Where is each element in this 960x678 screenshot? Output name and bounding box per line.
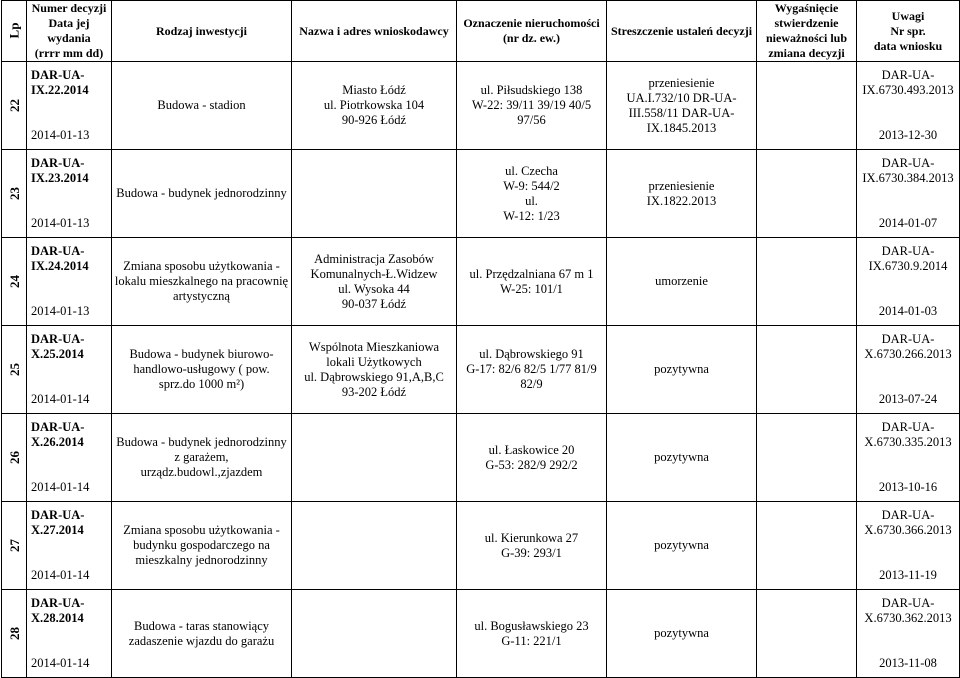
remarks: [857, 326, 960, 414]
investment-type: Budowa - budynek jednorodzinny: [112, 150, 292, 238]
row-number: 27: [6, 538, 22, 552]
row-lp: [2, 238, 27, 326]
property-designation: [457, 590, 607, 678]
decisions-table: [1, 0, 960, 678]
decision-number-top: [31, 68, 109, 98]
decision-number: [27, 62, 112, 150]
property-designation: [457, 326, 607, 414]
case-prefix: DAR-UA-: [881, 244, 935, 258]
property-designation: [457, 238, 607, 326]
property-line: ul. Łaskowice 20: [488, 442, 575, 457]
decision-prefix: DAR-UA-: [31, 508, 85, 522]
case-prefix: DAR-UA-: [881, 420, 935, 434]
decision-id: IX.22.2014: [31, 83, 89, 97]
expiry-cell: [757, 326, 857, 414]
case-prefix: DAR-UA-: [881, 596, 935, 610]
decision-summary: [607, 326, 757, 414]
remarks-block: [861, 156, 955, 231]
summary-line: III.558/11 DAR-UA-: [628, 105, 735, 120]
application-date: 2014-01-07: [878, 216, 938, 230]
summary-line: UA.I.732/10 DR-UA-: [626, 90, 737, 105]
header-oznaczenie: Oznaczenie nieruchomości (nr dz. ew.): [457, 1, 607, 62]
header-rodzaj-inwestycji: Rodzaj inwestycji: [112, 1, 292, 62]
property-line: ul. Bogusławskiego 23: [474, 618, 589, 633]
property-designation: [457, 150, 607, 238]
applicant-line: ul. Piotrkowska 104: [323, 98, 425, 112]
property-designation: [457, 502, 607, 590]
decision-number-block: [31, 420, 109, 495]
table-row: [2, 502, 960, 590]
table-row: [2, 414, 960, 502]
applicant-name-address: [292, 62, 457, 150]
decision-date: 2014-01-14: [31, 392, 90, 406]
remarks: [857, 150, 960, 238]
applicant-name-address: [292, 414, 457, 502]
property-line: G-11: 221/1: [501, 633, 562, 648]
property-line: W-22: 39/11 39/19 40/5 97/56: [471, 98, 592, 127]
investment-type: Zmiana sposobu użytkowania - lokalu mieszkalnego na pracownię artystyczną: [112, 238, 292, 326]
application-date: 2014-01-03: [878, 304, 938, 318]
case-number: [864, 420, 951, 450]
decision-id: X.26.2014: [31, 435, 84, 449]
row-number: 24: [6, 274, 22, 288]
expiry-cell: [757, 590, 857, 678]
decision-number-top: [31, 420, 109, 450]
remarks: [857, 590, 960, 678]
applicant-line: Komunalnych-Ł.Widzew: [310, 266, 438, 281]
row-number: 26: [6, 450, 22, 464]
table-row: [2, 238, 960, 326]
property-line: ul. Przędzalniana 67 m 1: [469, 266, 594, 281]
header-uwagi: Uwagi Nr spr. data wniosku: [857, 1, 960, 62]
decision-number-block: [31, 332, 109, 407]
remarks-block: [861, 332, 955, 407]
expiry-cell: [757, 62, 857, 150]
decision-number-top: [31, 244, 109, 274]
decision-number-block: [31, 68, 109, 143]
header-nazwa-adres: Nazwa i adres wnioskodawcy: [292, 1, 457, 62]
case-id: IX.6730.493.2013: [862, 83, 954, 97]
header-wygasniecie: Wygaśnięcie stwierdzenie nieważności lub zmiana decyzji: [757, 1, 857, 62]
case-prefix: DAR-UA-: [881, 332, 935, 346]
property-line: G-53: 282/9 292/2: [485, 457, 578, 472]
applicant-line: 90-037 Łódź: [341, 296, 407, 311]
decision-number-block: [31, 244, 109, 319]
application-date: 2013-11-08: [879, 656, 937, 670]
summary-line: przeniesienie: [648, 75, 715, 90]
decision-prefix: DAR-UA-: [31, 68, 85, 82]
summary-line: pozytywna: [654, 450, 709, 464]
decision-prefix: DAR-UA-: [31, 420, 85, 434]
application-date: 2013-07-24: [878, 392, 938, 406]
table-row: [2, 150, 960, 238]
table-row: [2, 590, 960, 678]
application-date: 2013-12-30: [878, 128, 938, 142]
decision-number: [27, 502, 112, 590]
remarks-block: [861, 68, 955, 143]
row-lp: [2, 414, 27, 502]
decision-summary: [607, 238, 757, 326]
decision-date: 2014-01-14: [31, 480, 90, 494]
remarks-block: [861, 508, 955, 583]
decision-number-top: [31, 156, 109, 186]
decision-number: [27, 590, 112, 678]
applicant-line: Miasto Łódź: [342, 83, 406, 97]
case-number: [862, 156, 953, 186]
remarks-block: [861, 596, 955, 671]
case-id: IX.6730.384.2013: [862, 171, 954, 185]
row-lp: [2, 590, 27, 678]
case-number: [864, 596, 951, 626]
remarks: [857, 414, 960, 502]
row-lp: [2, 502, 27, 590]
summary-line: pozytywna: [654, 626, 709, 640]
property-line: G-39: 293/1: [501, 545, 562, 560]
decision-prefix: DAR-UA-: [31, 244, 85, 258]
expiry-cell: [757, 502, 857, 590]
row-lp: [2, 62, 27, 150]
expiry-cell: [757, 414, 857, 502]
application-date: 2013-10-16: [878, 480, 938, 494]
property-line: ul. Kierunkowa 27: [484, 530, 579, 545]
property-line: ul. Dąbrowskiego 91: [479, 347, 584, 361]
row-lp: [2, 326, 27, 414]
investment-type: Budowa - taras stanowiący zadaszenie wjazdu do garażu: [112, 590, 292, 678]
case-id: X.6730.362.2013: [864, 611, 952, 625]
case-id: X.6730.335.2013: [864, 435, 952, 449]
decision-number-block: [31, 508, 109, 583]
decision-date: 2014-01-13: [31, 304, 90, 318]
expiry-cell: [757, 150, 857, 238]
applicant-name-address: [292, 238, 457, 326]
applicant-name-address: [292, 502, 457, 590]
table-row: [2, 326, 960, 414]
investment-type: Budowa - budynek biurowo-handlowo-usługowy ( pow. sprz.do 1000 m²): [112, 326, 292, 414]
decision-id: IX.24.2014: [31, 259, 89, 273]
decision-date: 2014-01-14: [31, 568, 90, 582]
decision-id: X.27.2014: [31, 523, 84, 537]
case-id: IX.6730.9.2014: [868, 259, 948, 273]
row-lp: [2, 150, 27, 238]
applicant-line: lokali Użytkowych: [326, 354, 422, 369]
summary-line: przeniesienie: [648, 178, 715, 193]
decision-id: IX.23.2014: [31, 171, 89, 185]
property-line: G-17: 82/6 82/5 1/77 81/9 82/9: [466, 362, 597, 391]
decision-date: 2014-01-14: [31, 656, 90, 670]
applicant-line: ul. Dąbrowskiego 91,A,B,C: [304, 369, 444, 384]
decision-number-top: [31, 332, 109, 362]
decision-summary: [607, 502, 757, 590]
property-designation: [457, 414, 607, 502]
decision-date: 2014-01-13: [31, 216, 90, 230]
applicant-name-address: [292, 590, 457, 678]
decision-number: [27, 238, 112, 326]
decision-prefix: DAR-UA-: [31, 332, 85, 346]
summary-line: pozytywna: [654, 538, 709, 552]
decision-prefix: DAR-UA-: [31, 596, 85, 610]
remarks-block: [861, 420, 955, 495]
applicant-name-address: [292, 150, 457, 238]
decision-number-top: [31, 508, 109, 538]
case-prefix: DAR-UA-: [881, 156, 935, 170]
row-number: 28: [6, 626, 22, 640]
decision-id: X.28.2014: [31, 611, 84, 625]
decision-summary: [607, 414, 757, 502]
property-line: ul. Piłsudskiego 138: [480, 83, 583, 97]
investment-type: Zmiana sposobu użytkowania - budynku gospodarczego na mieszkalny jednorodzinny: [112, 502, 292, 590]
decision-summary: [607, 150, 757, 238]
table-row: [2, 62, 960, 150]
case-id: X.6730.266.2013: [864, 347, 952, 361]
decision-number: [27, 326, 112, 414]
summary-line: umorzenie: [655, 274, 708, 288]
property-line: ul. Czecha: [505, 163, 558, 178]
row-number: 23: [6, 186, 22, 200]
property-line: ul.: [525, 193, 538, 208]
remarks-block: [861, 244, 955, 319]
investment-type: Budowa - budynek jednorodzinny z garażem, urządz.budowl.,zjazdem: [112, 414, 292, 502]
summary-line: IX.1822.2013: [646, 193, 717, 208]
decision-summary: [607, 62, 757, 150]
header-numer-decyzji: Numer decyzji Data jej wydania (rrrr mm dd): [27, 1, 112, 62]
remarks: [857, 502, 960, 590]
property-designation: [457, 62, 607, 150]
property-line: W-9: 544/2: [503, 178, 560, 193]
expiry-cell: [757, 238, 857, 326]
property-line: W-12: 1/23: [503, 208, 560, 223]
decision-date: 2014-01-13: [31, 128, 90, 142]
decision-number-block: [31, 156, 109, 231]
decision-number: [27, 150, 112, 238]
property-line: W-25: 101/1: [500, 281, 563, 296]
case-number: [864, 332, 951, 362]
case-number: [864, 508, 951, 538]
header-lp: Lp: [2, 1, 27, 62]
application-date: 2013-11-19: [879, 568, 937, 582]
applicant-line: ul. Wysoka 44: [338, 281, 410, 296]
investment-type: Budowa - stadion: [112, 62, 292, 150]
decision-number: [27, 414, 112, 502]
decision-number-block: [31, 596, 109, 671]
applicant-line: 93-202 Łódź: [341, 384, 407, 399]
decision-summary: [607, 590, 757, 678]
row-number: 25: [6, 362, 22, 376]
case-number: [869, 244, 948, 274]
header-streszczenie: Streszczenie ustaleń decyzji: [607, 1, 757, 62]
row-number: 22: [6, 98, 22, 112]
decision-number-top: [31, 596, 109, 626]
applicant-line: 90-926 Łódź: [341, 113, 407, 127]
remarks: [857, 62, 960, 150]
summary-line: IX.1845.2013: [646, 120, 717, 135]
case-id: X.6730.366.2013: [864, 523, 952, 537]
applicant-line: Administracja Zasobów: [314, 251, 434, 266]
case-prefix: DAR-UA-: [881, 68, 935, 82]
remarks: [857, 238, 960, 326]
decision-prefix: DAR-UA-: [31, 156, 85, 170]
applicant-line: Wspólnota Mieszkaniowa: [308, 339, 440, 354]
decision-id: X.25.2014: [31, 347, 84, 361]
applicant-name-address: [292, 326, 457, 414]
case-number: [862, 68, 953, 98]
summary-line: pozytywna: [654, 362, 709, 376]
case-prefix: DAR-UA-: [881, 508, 935, 522]
header-row: [2, 1, 960, 62]
